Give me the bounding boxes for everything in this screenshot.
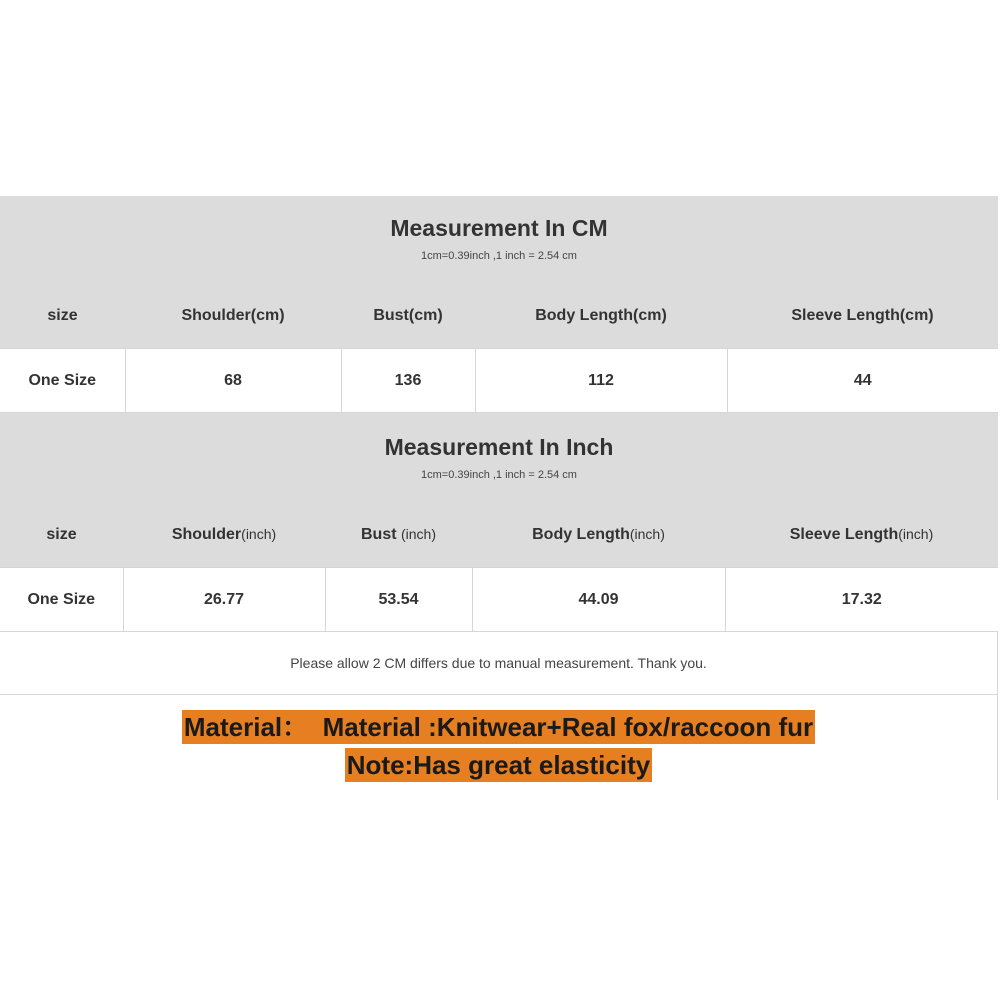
cm-header-row	[0, 284, 998, 349]
inch-header-row	[0, 503, 998, 568]
header-label: Sleeve Length	[789, 526, 899, 543]
header-cell-bust	[325, 503, 472, 568]
value-cell-sleeve-length: 44	[727, 349, 998, 413]
header-unit: (inch)	[400, 526, 436, 542]
header-label: size	[46, 526, 77, 543]
header-cell-sleeve-length: Sleeve Length(cm)	[727, 284, 998, 349]
cm-table	[0, 284, 998, 413]
cm-title-band	[0, 196, 998, 284]
header-label: Shoulder	[171, 526, 242, 543]
value-cell-sleeve-length: 17.32	[725, 568, 998, 632]
header-cell-size	[0, 503, 123, 568]
value-cell-body-length: 44.09	[472, 568, 725, 632]
value-cell-bust: 136	[341, 349, 475, 413]
inch-title-band	[0, 413, 998, 503]
header-label: Body Length	[532, 526, 630, 543]
header-cell-size: size	[0, 284, 125, 349]
value-cell-bust: 53.54	[325, 568, 472, 632]
cm-conversion-note: 1cm=0.39inch ,1 inch = 2.54 cm	[421, 250, 577, 262]
value-cell-body-length: 112	[475, 349, 727, 413]
cm-value-row	[0, 349, 998, 413]
header-unit: (inch)	[241, 526, 277, 542]
size-chart	[0, 196, 998, 800]
inch-table	[0, 503, 998, 632]
header-cell-bust: Bust(cm)	[341, 284, 475, 349]
inch-value-row	[0, 568, 998, 632]
header-cell-shoulder: Shoulder(cm)	[125, 284, 341, 349]
measurement-note: Please allow 2 CM differs due to manual measurement. Thank you.	[0, 632, 998, 695]
elasticity-note: Note:Has great elasticity	[346, 750, 651, 780]
value-cell-shoulder: 26.77	[123, 568, 325, 632]
material-line: Material： Material :Knitwear+Real fox/raccoon fur	[183, 712, 814, 742]
cm-title: Measurement In CM	[390, 215, 608, 241]
value-cell-size: One Size	[0, 349, 125, 413]
header-unit: (inch)	[898, 526, 934, 542]
inch-title: Measurement In Inch	[384, 434, 614, 460]
value-cell-shoulder: 68	[125, 349, 341, 413]
header-cell-sleeve-length	[725, 503, 998, 568]
material-block	[0, 695, 998, 800]
header-cell-body-length: Body Length(cm)	[475, 284, 727, 349]
value-cell-size: One Size	[0, 568, 123, 632]
header-label: Bust	[360, 526, 401, 543]
header-unit: (inch)	[629, 526, 665, 542]
header-cell-body-length	[472, 503, 725, 568]
inch-conversion-note: 1cm=0.39inch ,1 inch = 2.54 cm	[421, 469, 577, 481]
header-cell-shoulder	[123, 503, 325, 568]
